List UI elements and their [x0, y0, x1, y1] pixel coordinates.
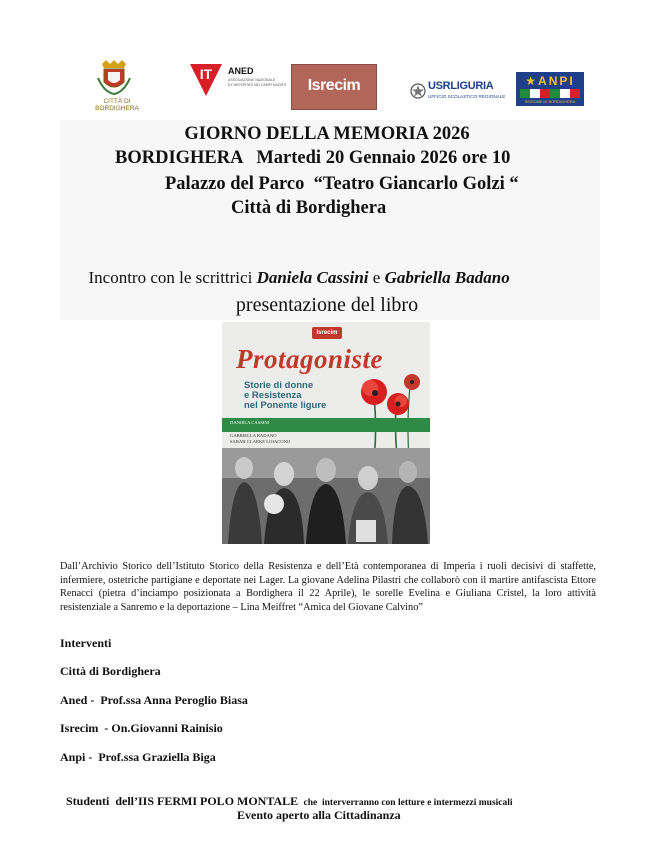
- author-2: Gabriella Badano: [384, 268, 510, 287]
- logo-aned: [188, 62, 287, 102]
- usr-subtitle: UFFICIO SCOLASTICO REGIONALE: [428, 94, 506, 99]
- anpi-title: ★ANPI: [525, 74, 575, 88]
- students-line: [60, 779, 513, 809]
- book-publisher-badge: [312, 327, 342, 339]
- book-subtitle-2: e Resistenza: [244, 390, 302, 401]
- book-subtitle-3: nel Ponente ligure: [244, 400, 327, 411]
- intervention-item: Isrecim - On.Giovanni Rainisio: [60, 721, 223, 735]
- intervention-item: Anpi - Prof.ssa Graziella Biga: [60, 750, 216, 764]
- city-crest-icon: [94, 58, 134, 96]
- interventions-title: Interventi: [60, 636, 112, 650]
- anpi-title-text: ANPI: [538, 74, 575, 88]
- book-cover: [222, 322, 430, 544]
- event-title: GIORNO DELLA MEMORIA 2026: [184, 124, 470, 144]
- logo-usr-liguria: [410, 80, 508, 108]
- book-authors-rest: [230, 433, 290, 444]
- students-label: Studenti dell’IIS FERMI POLO MONTALE: [66, 794, 302, 808]
- event-city: Città di Bordighera: [231, 198, 387, 218]
- aned-subtitle-1: ASSOCIAZIONE NAZIONALE: [228, 78, 276, 82]
- event-date: BORDIGHERA Martedi 20 Gennaio 2026 ore 10: [115, 148, 511, 168]
- book-description: Dall’Archivio Storico dell’Istituto Storico della Resistenza e dell’Età contemporanea di Imperia i ruoli decisivi di staffette, infermiere, ostetriche partigiane e deportate nei Lager. La giovane Adelina Pilastri che collaborò con il martire antifascista Ettore Renacci (pietra d’inciampo posizionata a Bordighera il 22 Aprile), le sorelle Evelina e Giuliana Cristel, la loro attività resistenziale a Sanremo e la deportazione – Lina Meiffret “Amica del Giovane Calvino”: [60, 561, 596, 613]
- intervention-item: Aned - Prof.ssa Anna Peroglio Biasa: [60, 693, 248, 707]
- students-note: che interverranno con letture e intermezzi musicali: [301, 798, 513, 808]
- logo-city-bordighera: [82, 58, 152, 112]
- event-venue: Palazzo del Parco “Teatro Giancarlo Golzi “: [165, 174, 519, 194]
- book-authors: [230, 420, 269, 426]
- usr-title: USRLIGURIA: [428, 80, 494, 92]
- book-author: GABRIELLA BADANO: [230, 433, 277, 438]
- city-logo-label: CITTÀ DI BORDIGHERA: [95, 98, 139, 112]
- logo-isrecim: [291, 64, 377, 110]
- book-publisher-label: Isrecim: [316, 330, 338, 336]
- presentation-label: presentazione del libro: [235, 294, 419, 316]
- meeting-line: [80, 248, 510, 288]
- meeting-conj: e: [368, 268, 385, 287]
- anpi-flag: [520, 89, 580, 98]
- book-author: SARAH CLARKE LOIACONO: [230, 438, 291, 444]
- anpi-subtitle: SEZIONE DI BORDIGHERA: [524, 99, 576, 104]
- meeting-prefix: Incontro con le scrittrici: [88, 268, 257, 287]
- aned-triangle-icon: [188, 62, 224, 98]
- author-1: Daniela Cassini: [256, 268, 369, 287]
- republic-emblem-icon: [410, 82, 426, 100]
- footer-note: Evento aperto alla Cittadinanza: [237, 808, 401, 822]
- intervention-item: Città di Bordighera: [60, 664, 161, 678]
- book-title: Protagoniste: [236, 344, 384, 374]
- aned-title: ANED: [228, 66, 254, 76]
- aned-mark: IT: [199, 66, 213, 82]
- isrecim-logo-label: Isrecim: [307, 77, 361, 94]
- aned-subtitle-2: EX DEPORTATI NEI CAMPI NAZISTI: [228, 83, 287, 87]
- book-author: DANIELA CASSINI: [230, 420, 270, 425]
- logo-anpi: [516, 72, 584, 106]
- book-subtitle-1: Storie di donne: [244, 380, 314, 391]
- book-cover-photo: [222, 448, 430, 544]
